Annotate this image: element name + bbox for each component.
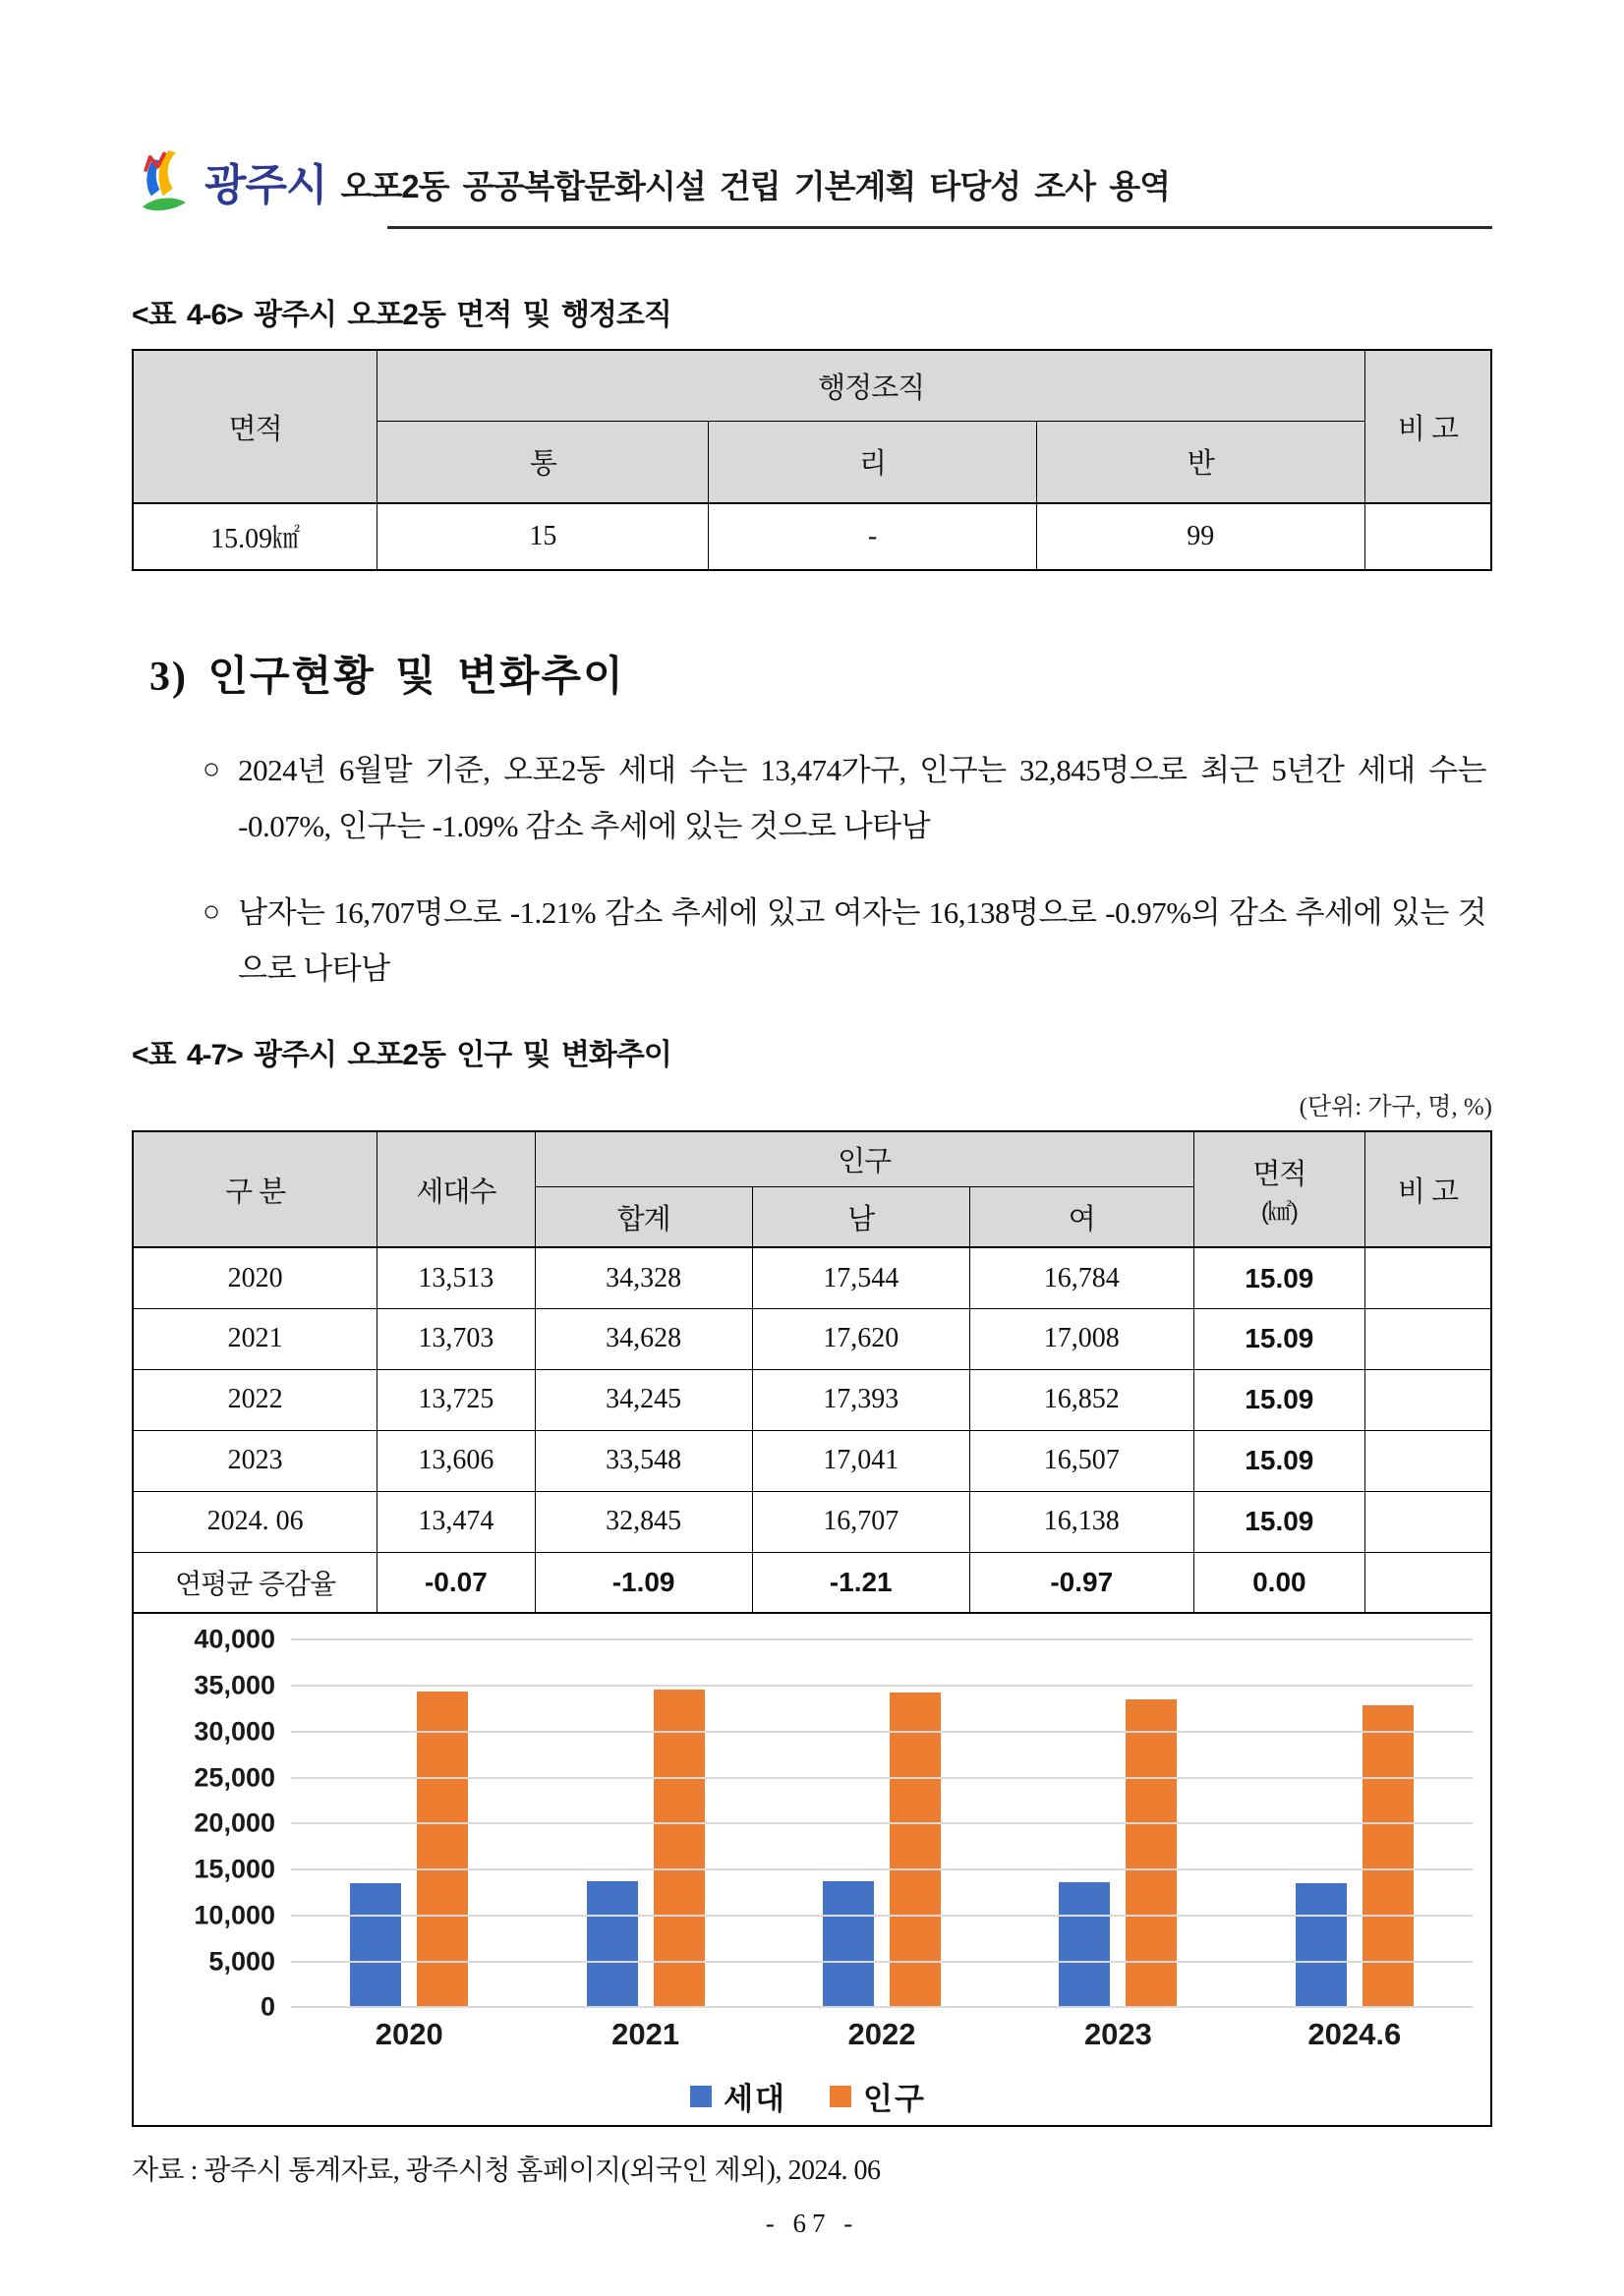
table-row xyxy=(133,1247,1491,1308)
cell-households: 13,725 xyxy=(377,1369,535,1430)
cell-ban: 99 xyxy=(1036,503,1364,570)
cell-year: 2021 xyxy=(133,1308,377,1369)
bullet-text: 남자는 16,707명으로 -1.21% 감소 추세에 있고 여자는 16,138명으로 -0.97%의 감소 추세에 있는 것으로 나타남 xyxy=(238,894,1486,987)
cell-male: -1.21 xyxy=(752,1552,969,1613)
legend-item xyxy=(830,2074,926,2118)
cell-total: 32,845 xyxy=(535,1491,752,1552)
col-header-tong: 통 xyxy=(377,421,709,503)
legend-swatch-icon xyxy=(830,2086,851,2107)
chart-bar-세대 xyxy=(1296,1883,1347,2007)
col-header-note: 비 고 xyxy=(1364,1131,1491,1247)
cell-female: 16,138 xyxy=(969,1491,1193,1552)
cell-total: 34,328 xyxy=(535,1247,752,1308)
chart-bar-세대 xyxy=(823,1881,874,2007)
col-header-households: 세대수 xyxy=(377,1131,535,1247)
cell-avg-label: 연평균 증감율 xyxy=(133,1552,377,1613)
bullet-text: 2024년 6월말 기준, 오포2동 세대 수는 13,474가구, 인구는 32,845명으로 최근 5년간 세대 수는 -0.07%, 인구는 -1.09% 감소 추세에 있는 것으로 나타남 xyxy=(238,753,1486,844)
col-header-area xyxy=(1193,1131,1364,1247)
table-row-average xyxy=(133,1552,1491,1613)
y-tick-label: 30,000 xyxy=(194,1716,275,1747)
cell-area: 15.09 xyxy=(1193,1308,1364,1369)
cell-female: 16,852 xyxy=(969,1369,1193,1430)
cell-area: 0.00 xyxy=(1193,1552,1364,1613)
cell-male: 17,620 xyxy=(752,1308,969,1369)
gridline xyxy=(291,1961,1473,1963)
gridline xyxy=(291,1731,1473,1733)
y-tick-label: 5,000 xyxy=(208,1946,275,1977)
area-header-line2: (㎢) xyxy=(1260,1199,1298,1227)
gwangju-city-logo xyxy=(132,145,327,216)
cell-male: 17,041 xyxy=(752,1430,969,1491)
y-tick-label: 10,000 xyxy=(194,1900,275,1930)
chart-x-axis xyxy=(291,2017,1473,2052)
cell-note xyxy=(1364,1247,1491,1308)
gridline xyxy=(291,1777,1473,1779)
col-header-female: 여 xyxy=(969,1186,1193,1247)
col-header-admin-org: 행정조직 xyxy=(377,350,1365,421)
population-chart xyxy=(132,1614,1492,2127)
col-header-population: 인구 xyxy=(535,1131,1193,1186)
cell-households: 13,513 xyxy=(377,1247,535,1308)
cell-female: -0.97 xyxy=(969,1552,1193,1613)
y-tick-label: 35,000 xyxy=(194,1670,275,1700)
cell-area: 15.09 xyxy=(1193,1247,1364,1308)
cell-note xyxy=(1364,1308,1491,1369)
col-header-category: 구 분 xyxy=(133,1131,377,1247)
table-4-6-caption: <표 4-6> 광주시 오포2동 면적 및 행정조직 xyxy=(132,299,671,331)
legend-label: 인구 xyxy=(863,2082,926,2117)
document-title: 오포2동 공공복합문화시설 건립 기본계획 타당성 조사 용역 xyxy=(340,167,1170,204)
x-tick-label: 2021 xyxy=(611,2017,680,2052)
legend-item xyxy=(690,2074,786,2118)
col-header-note: 비 고 xyxy=(1364,350,1491,503)
cell-total: 34,628 xyxy=(535,1308,752,1369)
cell-households: 13,474 xyxy=(377,1491,535,1552)
cell-note xyxy=(1364,1430,1491,1491)
bullet-icon: ○ xyxy=(203,894,221,928)
area-header-line1: 면적 xyxy=(1252,1159,1306,1191)
x-tick-label: 2022 xyxy=(847,2017,916,2052)
document-header xyxy=(132,145,1492,216)
table-row xyxy=(133,1369,1491,1430)
cell-year: 2024. 06 xyxy=(133,1491,377,1552)
bullet-list xyxy=(203,742,1486,997)
gridline xyxy=(291,1685,1473,1687)
legend-label: 세대 xyxy=(724,2082,786,2117)
table-4-7-caption: <표 4-7> 광주시 오포2동 인구 및 변화추이 xyxy=(132,1039,671,1072)
cell-ri: - xyxy=(709,503,1036,570)
bullet-icon: ○ xyxy=(203,753,221,785)
x-tick-label: 2024.6 xyxy=(1307,2017,1402,2052)
cell-area: 15.09 xyxy=(1193,1491,1364,1552)
cell-area: 15.09 xyxy=(1193,1369,1364,1430)
cell-tong: 15 xyxy=(377,503,709,570)
cell-year: 2022 xyxy=(133,1369,377,1430)
cell-households: 13,703 xyxy=(377,1308,535,1369)
cell-note xyxy=(1364,1369,1491,1430)
x-tick-label: 2023 xyxy=(1083,2017,1152,2052)
table-row xyxy=(133,1430,1491,1491)
cell-area: 15.09㎢ xyxy=(133,503,377,570)
unit-note: (단위: 가구, 명, %) xyxy=(1299,1094,1492,1121)
section-heading: 3) 인구현황 및 변화추이 xyxy=(149,655,625,700)
page-number: - 67 - xyxy=(765,2209,859,2238)
y-tick-label: 25,000 xyxy=(194,1762,275,1793)
y-tick-label: 0 xyxy=(260,1991,275,2022)
table-row xyxy=(133,1308,1491,1369)
x-tick-label: 2020 xyxy=(375,2017,443,2052)
gridline xyxy=(291,1638,1473,1640)
gridline xyxy=(291,1915,1473,1917)
col-header-area: 면적 xyxy=(133,350,377,503)
list-item xyxy=(203,742,1486,855)
col-header-ri: 리 xyxy=(709,421,1036,503)
legend-swatch-icon xyxy=(690,2086,712,2107)
header-rule xyxy=(387,226,1492,229)
chart-bar-세대 xyxy=(587,1881,638,2007)
cell-female: 16,507 xyxy=(969,1430,1193,1491)
chart-legend xyxy=(144,2074,1473,2118)
logo-text: 광주시 xyxy=(204,161,327,209)
col-header-male: 남 xyxy=(752,1186,969,1247)
cell-female: 17,008 xyxy=(969,1308,1193,1369)
col-header-ban: 반 xyxy=(1036,421,1364,503)
gridline xyxy=(291,2006,1473,2008)
cell-year: 2020 xyxy=(133,1247,377,1308)
chart-plot xyxy=(291,1639,1473,2007)
cell-male: 17,544 xyxy=(752,1247,969,1308)
cell-note xyxy=(1364,1491,1491,1552)
table-area-admin xyxy=(132,349,1492,571)
table-row xyxy=(133,503,1491,570)
gridline xyxy=(291,1822,1473,1824)
y-tick-label: 20,000 xyxy=(194,1808,275,1838)
gwangju-logo-icon xyxy=(132,145,197,216)
cell-male: 16,707 xyxy=(752,1491,969,1552)
cell-note xyxy=(1364,1552,1491,1613)
chart-y-axis xyxy=(144,1624,291,2022)
cell-male: 17,393 xyxy=(752,1369,969,1430)
col-header-total: 합계 xyxy=(535,1186,752,1247)
table-row xyxy=(133,1491,1491,1552)
y-tick-label: 40,000 xyxy=(194,1624,275,1654)
cell-households: 13,606 xyxy=(377,1430,535,1491)
chart-bar-세대 xyxy=(1059,1882,1110,2007)
chart-bar-세대 xyxy=(350,1883,401,2007)
table-population xyxy=(132,1130,1492,1614)
list-item xyxy=(203,885,1486,998)
cell-total: -1.09 xyxy=(535,1552,752,1613)
cell-total: 33,548 xyxy=(535,1430,752,1491)
gridline xyxy=(291,1868,1473,1870)
cell-note xyxy=(1364,503,1491,570)
y-tick-label: 15,000 xyxy=(194,1854,275,1884)
cell-area: 15.09 xyxy=(1193,1430,1364,1491)
cell-year: 2023 xyxy=(133,1430,377,1491)
cell-total: 34,245 xyxy=(535,1369,752,1430)
cell-households: -0.07 xyxy=(377,1552,535,1613)
source-note: 자료 : 광주시 통계자료, 광주시청 홈페이지(외국인 제외), 2024. 06 xyxy=(132,2155,881,2187)
cell-female: 16,784 xyxy=(969,1247,1193,1308)
